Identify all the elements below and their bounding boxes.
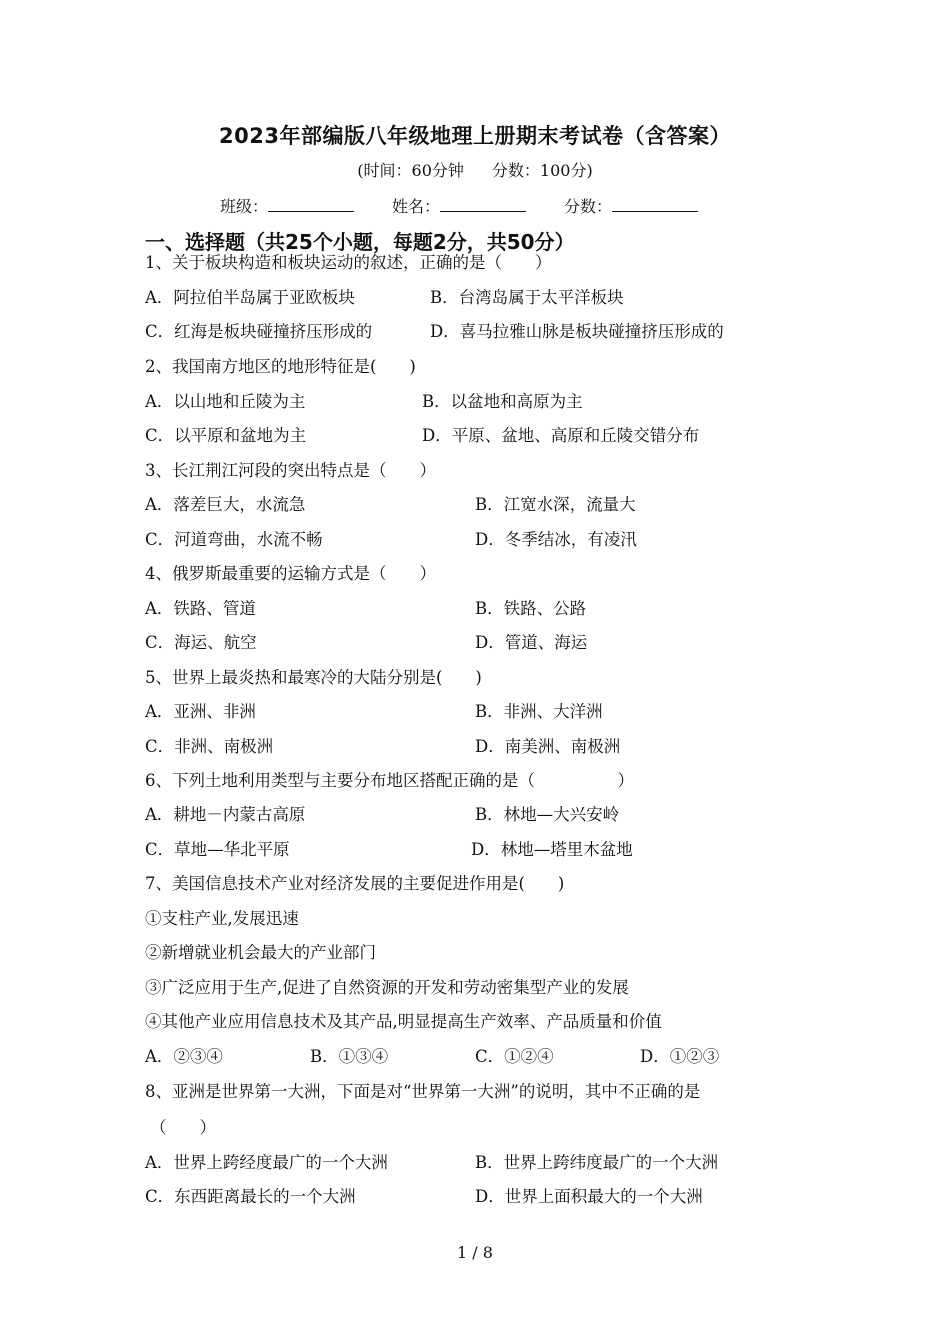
question-stem: 8、亚洲是世界第一大洲，下面是对“世界第一大洲”的说明，其中不正确的是 (145, 1082, 701, 1101)
statement-item: ③广泛应用于生产,促进了自然资源的开发和劳动密集型产业的发展 (145, 978, 629, 997)
option-a: A．耕地－内蒙古高原 (145, 805, 306, 824)
option-d: D．南美洲、南极洲 (475, 737, 621, 756)
name-label: 姓名： (392, 197, 441, 216)
option-b: B．世界上跨纬度最广的一个大洲 (475, 1153, 719, 1172)
option-b: B．以盆地和高原为主 (422, 392, 583, 411)
option-d: D．林地—塔里木盆地 (471, 840, 633, 859)
option-b: B．台湾岛属于太平洋板块 (430, 288, 624, 307)
option-c: C．草地—华北平原 (145, 840, 290, 859)
statement-item: ②新增就业机会最大的产业部门 (145, 943, 376, 962)
option-b: B．非洲、大洋洲 (475, 702, 603, 721)
option-d: D．世界上面积最大的一个大洲 (475, 1187, 703, 1206)
option-d: D．冬季结冰，有凌汛 (475, 530, 637, 549)
option-b: B．林地—大兴安岭 (475, 805, 620, 824)
option-b: B．江宽水深，流量大 (475, 495, 636, 514)
option-d: D．管道、海运 (475, 633, 588, 652)
option-c: C．海运、航空 (145, 633, 257, 652)
option-a: A．以山地和丘陵为主 (145, 392, 306, 411)
option-d: D．①②③ (640, 1047, 720, 1066)
name-blank[interactable] (440, 197, 526, 212)
statement-item: ④其他产业应用信息技术及其产品,明显提高生产效率、产品质量和价值 (145, 1012, 662, 1031)
class-label: 班级： (220, 197, 269, 216)
student-info-row (220, 194, 698, 217)
option-c: C．①②④ (475, 1047, 554, 1066)
class-blank[interactable] (268, 197, 354, 212)
option-b: B．①③④ (310, 1047, 389, 1066)
option-d: D．平原、盆地、高原和丘陵交错分布 (422, 426, 700, 445)
option-a: A．落差巨大，水流急 (145, 495, 306, 514)
option-c: C．红海是板块碰撞挤压形成的 (145, 322, 373, 341)
option-c: C．河道弯曲，水流不畅 (145, 530, 323, 549)
option-a: A．世界上跨经度最广的一个大洲 (145, 1153, 388, 1172)
answer-parentheses: （ ） (150, 1118, 216, 1137)
question-stem: 4、俄罗斯最重要的运输方式是（ ） (145, 564, 436, 583)
question-stem: 1、关于板块构造和板块运动的叙述，正确的是（ ） (145, 253, 552, 272)
question-stem: 7、美国信息技术产业对经济发展的主要促进作用是( ) (145, 874, 565, 893)
exam-subtitle (0, 158, 950, 181)
question-stem: 2、我国南方地区的地形特征是( ) (145, 357, 416, 376)
option-c: C．以平原和盆地为主 (145, 426, 307, 445)
page-title: 2023年部编版八年级地理上册期末考试卷（含答案） (219, 124, 731, 148)
option-c: C．东西距离最长的一个大洲 (145, 1187, 356, 1206)
option-c: C．非洲、南极洲 (145, 737, 274, 756)
question-stem: 6、下列土地利用类型与主要分布地区搭配正确的是（ ） (145, 771, 634, 790)
statement-item: ①支柱产业,发展迅速 (145, 909, 299, 928)
score-blank[interactable] (612, 197, 698, 212)
question-stem: 5、世界上最炎热和最寒冷的大陆分别是( ) (145, 668, 482, 687)
question-stem: 3、长江荆江河段的突出特点是（ ） (145, 461, 436, 480)
option-d: D．喜马拉雅山脉是板块碰撞挤压形成的 (430, 322, 724, 341)
option-a: A．②③④ (145, 1047, 223, 1066)
score-label: 分数： (564, 197, 613, 216)
time-limit: (时间：60分钟 (357, 161, 464, 180)
option-a: A．亚洲、非洲 (145, 702, 256, 721)
total-score: 分数：100分) (491, 161, 593, 180)
option-a: A．阿拉伯半岛属于亚欧板块 (145, 288, 355, 307)
option-a: A．铁路、管道 (145, 599, 256, 618)
page-number: 1 / 8 (457, 1243, 493, 1262)
section-heading: 一、选择题（共25个小题，每题2分，共50分） (145, 230, 575, 254)
option-b: B．铁路、公路 (475, 599, 587, 618)
